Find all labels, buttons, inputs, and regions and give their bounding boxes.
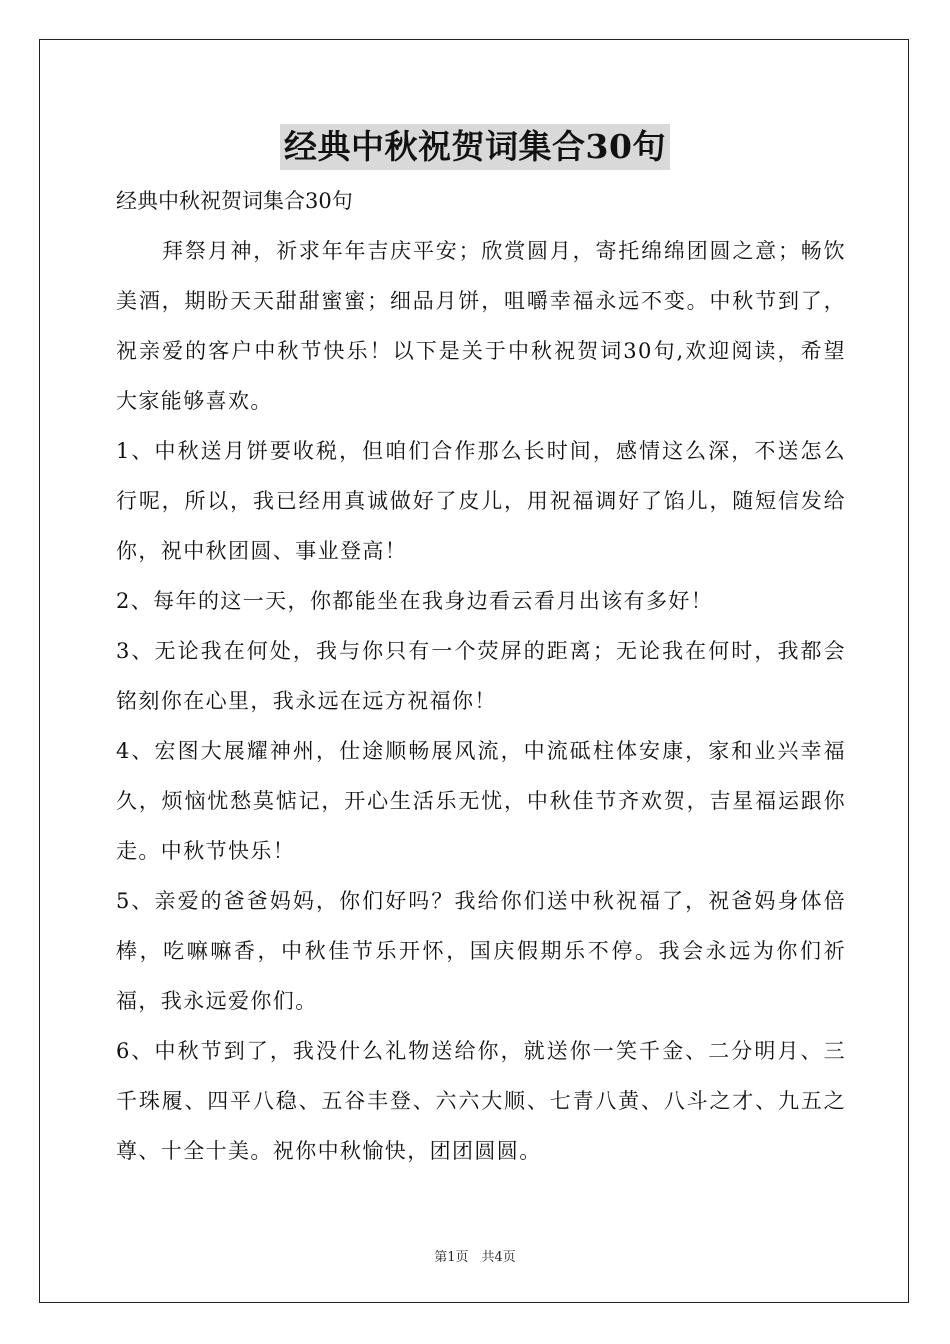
list-item: 5、亲爱的爸爸妈妈，你们好吗？我给你们送中秋祝福了，祝爸妈身体倍棒，吃嘛嘛香，中秋佳节乐开怀，国庆假期乐不停。我会永远为你们祈福，我永远爱你们。 xyxy=(116,889,846,1013)
document-title: 经典中秋祝贺词集合30句 xyxy=(280,124,670,170)
document-body xyxy=(116,176,846,1176)
title-container xyxy=(0,124,950,170)
intro-paragraph: 拜祭月神，祈求年年吉庆平安；欣赏圆月，寄托绵绵团圆之意；畅饮美酒，期盼天天甜甜蜜蜜；细品月饼，咀嚼幸福永远不变。中秋节到了，祝亲爱的客户中秋节快乐！以下是关于中秋祝贺词30句,欢迎阅读，希望大家能够喜欢。 xyxy=(116,239,846,413)
list-item: 2、每年的这一天，你都能坐在我身边看云看月出该有多好！ xyxy=(116,589,714,613)
list-item: 4、宏图大展耀神州，仕途顺畅展风流，中流砥柱体安康，家和业兴幸福久，烦恼忧愁莫惦记，开心生活乐无忧，中秋佳节齐欢贺，吉星福运跟你走。中秋节快乐！ xyxy=(116,739,846,863)
page-number-footer: 第1页 共4页 xyxy=(434,1250,516,1265)
list-item: 3、无论我在何处，我与你只有一个荧屏的距离；无论我在何时，我都会铭刻你在心里，我永远在远方祝福你！ xyxy=(116,639,846,713)
document-subtitle: 经典中秋祝贺词集合30句 xyxy=(116,189,353,213)
list-item: 6、中秋节到了，我没什么礼物送给你，就送你一笑千金、二分明月、三千珠履、四平八稳、五谷丰登、六六大顺、七青八黄、八斗之才、九五之尊、十全十美。祝你中秋愉快，团团圆圆。 xyxy=(116,1039,846,1163)
list-item: 1、中秋送月饼要收税，但咱们合作那么长时间，感情这么深，不送怎么行呢，所以，我已经用真诚做好了皮儿，用祝福调好了馅儿，随短信发给你，祝中秋团圆、事业登高！ xyxy=(116,439,846,563)
